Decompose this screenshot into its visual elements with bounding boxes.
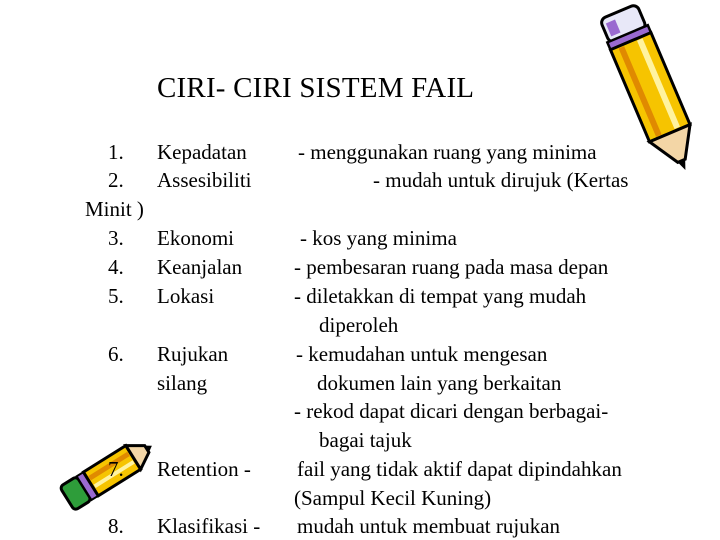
item-description-continued: diperoleh — [319, 313, 399, 337]
item-number: 5. — [108, 284, 124, 308]
item-term-continued: silang — [157, 371, 208, 395]
item-term: Ekonomi — [157, 226, 234, 250]
item-description: - kos yang minima — [300, 226, 457, 250]
item-description: - rekod dapat dicari dengan berbagai- — [294, 399, 609, 423]
pencil-icon — [598, 0, 708, 170]
item-description: - menggunakan ruang yang minima — [298, 140, 597, 164]
item-description-continued: bagai tajuk — [319, 428, 412, 452]
item-term: Keanjalan — [157, 255, 243, 279]
item-number: 2. — [108, 168, 124, 192]
item-description-continued: (Sampul Kecil Kuning) — [294, 486, 492, 510]
item-description: fail yang tidak aktif dapat dipindahkan — [297, 457, 622, 481]
item-number: 4. — [108, 255, 124, 279]
item-term: Rujukan — [157, 342, 229, 366]
item-number: 7. — [108, 457, 124, 481]
item-number: 8. — [108, 514, 124, 538]
item-number: 3. — [108, 226, 124, 250]
item-description: - pembesaran ruang pada masa depan — [294, 255, 609, 279]
item-number: 1. — [108, 140, 124, 164]
item-number: 6. — [108, 342, 124, 366]
item-term: Lokasi — [157, 284, 215, 308]
page-title: CIRI- CIRI SISTEM FAIL — [157, 72, 475, 104]
item-description: mudah untuk membuat rujukan — [297, 514, 561, 538]
item-description: - mudah untuk dirujuk (Kertas — [373, 168, 629, 192]
item-description-continued: Minit ) — [85, 197, 144, 221]
item-term: Assesibiliti — [157, 168, 252, 192]
item-term: Klasifikasi - — [157, 514, 261, 538]
item-term: Kepadatan — [157, 140, 247, 164]
item-description: - kemudahan untuk mengesan — [296, 342, 548, 366]
item-description-continued: dokumen lain yang berkaitan — [317, 371, 562, 395]
item-term: Retention - — [157, 457, 251, 481]
item-description: - diletakkan di tempat yang mudah — [294, 284, 587, 308]
